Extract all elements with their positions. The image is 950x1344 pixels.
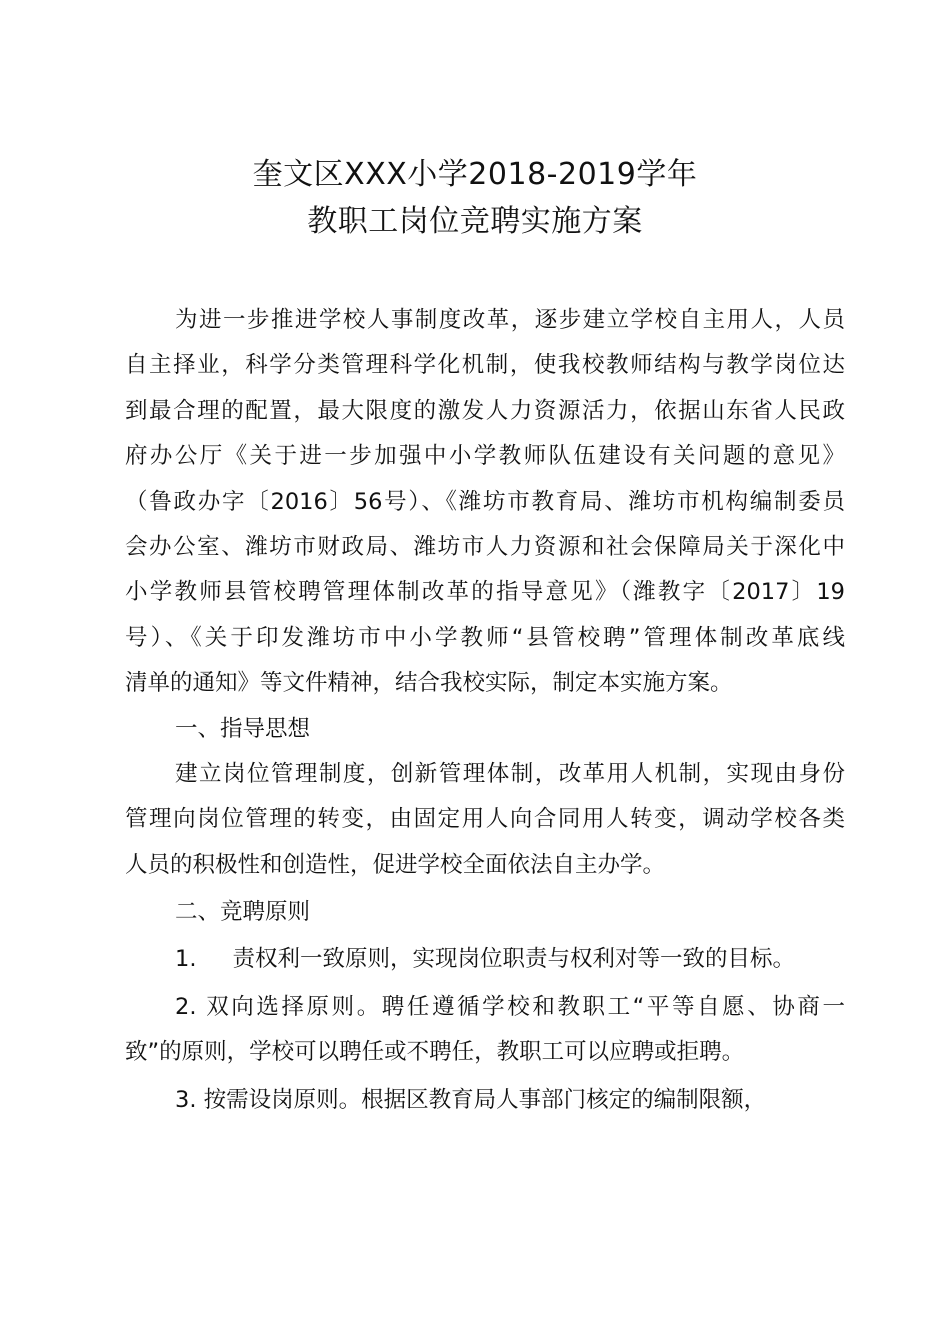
- paragraph-line: 建立岗位管理制度，创新管理体制，改革用人机制，实现由身份: [175, 760, 845, 787]
- intro-paragraph: [125, 298, 845, 707]
- paragraph-line: 2. 双向选择原则。聘任遵循学校和教职工“平等自愿、协商一: [175, 993, 845, 1020]
- paragraph-line: 府办公厅《关于进一步加强中小学教师队伍建设有关问题的意见》: [125, 443, 845, 470]
- document-body: [125, 298, 845, 1123]
- paragraph-line: 人员的积极性和创造性，促进学校全面依法自主办学。: [125, 851, 666, 878]
- paragraph-line: 为进一步推进学校人事制度改革，逐步建立学校自主用人，人员: [175, 307, 845, 333]
- document-title-line-1: 奎文区XXX小学2018-2019学年: [252, 157, 698, 192]
- guiding-ideology-paragraph: [125, 752, 845, 888]
- document-title-line-2: 教职工岗位竞聘实施方案: [307, 204, 643, 239]
- paragraph-line: 会办公室、潍坊市财政局、潍坊市人力资源和社会保障局关于深化中: [125, 533, 845, 560]
- section-heading-principles: 二、竞聘原则: [175, 899, 311, 926]
- paragraph-line: （鲁政办字〔2016〕56号）、《潍坊市教育局、潍坊市机构编制委员: [125, 488, 845, 515]
- paragraph-line: 清单的通知》等文件精神，结合我校实际，制定本实施方案。: [125, 670, 733, 697]
- section-heading-guiding-ideology: 一、指导思想: [175, 715, 311, 742]
- paragraph-line: 自主择业，科学分类管理科学化机制，使我校教师结构与教学岗位达: [125, 352, 845, 379]
- principle-item-3: 3. 按需设岗原则。根据区教育局人事部门核定的编制限额，: [175, 1086, 767, 1113]
- item-text: 责权利一致原则，实现岗位职责与权利对等一致的目标。: [232, 946, 795, 973]
- item-number: 1.: [175, 946, 197, 973]
- principle-item-1: [125, 937, 845, 982]
- principle-item-2: [125, 985, 845, 1076]
- paragraph-line: 到最合理的配置，最大限度的激发人力资源活力，依据山东省人民政: [125, 397, 845, 424]
- paragraph-line: 管理向岗位管理的转变，由固定用人向合同用人转变，调动学校各类: [125, 806, 845, 833]
- paragraph-line: 小学教师县管校聘管理体制改革的指导意见》（潍教字〔2017〕19: [125, 579, 845, 606]
- paragraph-line: 致”的原则，学校可以聘任或不聘任，教职工可以应聘或拒聘。: [125, 1039, 745, 1066]
- paragraph-line: 号）、《关于印发潍坊市中小学教师“县管校聘”管理体制改革底线: [125, 624, 845, 651]
